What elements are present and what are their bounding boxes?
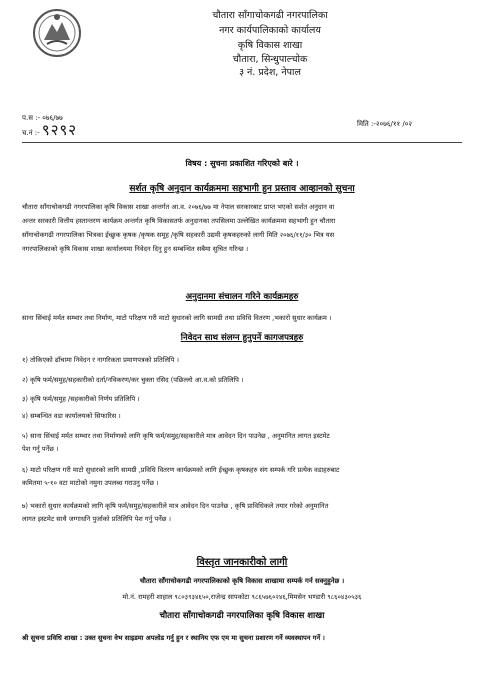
info-title: विस्तृत जानकारीको लागी: [196, 557, 288, 568]
contact-line: चौतारा साँगाचोकगढी नगरपालिकाको कृषि विकास शाखामा सम्पर्क गर्न सक्नुहुनेछ ।: [139, 577, 345, 585]
chalan-number-row: [22, 121, 78, 139]
reference-block: [22, 112, 77, 139]
document-item: ३) कृषि फर्म/समुह /सहकारीको निर्णय प्रतिलिपि ।: [22, 395, 140, 403]
chalan-number: ९२९२: [41, 121, 78, 139]
header-branch: कृषि विकास शाखा: [237, 40, 303, 51]
intro-line: चौतारा साँगाचोकगढी नगरपालिका कृषि विकास शाखा अन्तर्गत आ.व. २०७६/७७ मा नेपाल सरकारबाट प्राप्त भएको सर्शत अनुदान वा: [22, 203, 335, 211]
programs-title: अनुदानमा संचालन गरिने कार्यक्रमहरु: [185, 292, 299, 302]
header-province: ३ नं. प्रदेश, नेपाल: [239, 67, 301, 78]
document-item: १) तोकिएको ढाँचामा निवेदन र नागरिकता प्रमाणपत्रको प्रतिलिपि ।: [22, 356, 179, 364]
subject-line: विषय : सुचना प्रकाशित गरिएको बारे ।: [185, 159, 299, 168]
intro-paragraph: [22, 200, 464, 256]
letter-date: मिति :-२०७६/११ /०२: [357, 120, 412, 128]
documents-title: निवेदन साथ संलग्न हुनुपर्ने कागजपत्रहरु: [180, 333, 304, 343]
patra-sankhya: प.स :- ०७६/७७: [22, 114, 63, 122]
document-item: [22, 430, 467, 456]
intro-line: अन्तर सरकारी वित्तीय हस्तान्तरण कार्यक्रम अन्तर्गत कृषि विकासतर्फ अनुदानका तपसिलमा उल्लेखित कार्यक्रममा सहभागी हुन चौतारा: [22, 217, 336, 225]
chalan-label: च.नं :-: [22, 129, 40, 137]
footer-office: चौतारा साँगाचोकगढी नगरपालिका कृषि विकास शाखा: [159, 611, 325, 621]
intro-line: साँगाचोकगढी नगरपालिका भित्रका ईच्छुक कृषक /कृषक समूह /कृषि सहकारी उद्यमी कृषकहरुको लागी मिति २०७६/११/३० भित्र यस: [22, 231, 335, 239]
header-municipality: चौतारा साँगाचोकगढी नगरपालिका: [212, 10, 328, 21]
document-item-line: पेश गर्नु पर्नेछ ।: [22, 445, 59, 453]
document-item-line: कमितमा ५-१० वटा माटोको नमुना उपलब्ध गराउनु पर्नेछ ।: [22, 479, 159, 487]
document-item-line: ५) साना सिंचाई मर्मत सम्भार तथा निर्माणको लागि कृषि फर्म/समुह/सहकारीले मात्र आवेदन दिन पाउनेछ , अनुमानित लागत इस्टमेट: [22, 432, 330, 440]
document-item: ४) सम्बन्धित वडा कार्यालयको सिफारिस ।: [22, 412, 121, 420]
notice-title: सर्शत कृषि अनुदान कार्यक्रममा सहभागी हुन प्रस्ताव आव्हानको सुचना: [129, 184, 355, 194]
document-item-line: ६) माटो परिक्षण गरी माटो सुधारको लागि सामग्री ,प्रविधि वितरण कार्यक्रमको लागि ईच्छुक कृषकहरु संग सम्पर्क गरि प्रत्येक वडाहरुबाट: [22, 466, 340, 474]
header-office: नगर कार्यपालिकाको कार्यालय: [219, 25, 321, 36]
programs-text: साना सिंचाई मर्मत सम्भार तथा निर्माण, माटो परिक्षण गरी माटो सुधारको लागि सामग्री तथा प्रविधि वितरण ,भकारो सुधार कार्यक्रम ।: [22, 314, 332, 322]
document-item: [22, 500, 467, 526]
divider: [22, 142, 462, 143]
document-item: [22, 464, 467, 490]
footer-note: श्री सुचना प्रविधि शाखा : उक्त सुचना वेभ साइडमा अपलोड गर्नु हुन र स्थानिय एफ एम मा सुचना प्रशारण गर्ने व्यवस्थापन गर्ने ।: [22, 634, 325, 642]
intro-line: नगरपालिकाको कृषि विकास शाखा कार्यालयमा निवेदन दिनु हुन सम्बन्धित सबैमा सुचित गरिन्छ ।: [22, 245, 249, 253]
contact-phones: मो.नं. रामहरी शाहाल ९८०३९३४६५०,राजेन्द्र सापकोटा ९८६५७६०२४६,मिमसेन भण्डारी ९८६०४३०५३६: [122, 593, 362, 601]
header-location: चौतारा, सिन्धुपाल्चोक: [232, 54, 308, 65]
document-item: २) कृषि फर्म/समुह/सहकारीको दर्ता/नविकरण/कर चुक्ता रसिद (पछिल्लो आ.व.को प्रतिलिपि ।: [22, 376, 244, 384]
document-item-line: लागत इस्टमेट साथै जग्गाधनि पुर्जाको प्रतिलिपि पेश गर्नु पर्नेछ ।: [22, 515, 171, 523]
document-item-line: ७) भकारो सुधार कार्यक्रमको लागि कृषि फर्म/समुह/सहकारीले मात्र आवेदन दिन पाउनेछ , कृषि प्राविधिकले तयार गरेको अनुमानित: [22, 502, 329, 510]
nepal-emblem-icon: [32, 8, 82, 58]
